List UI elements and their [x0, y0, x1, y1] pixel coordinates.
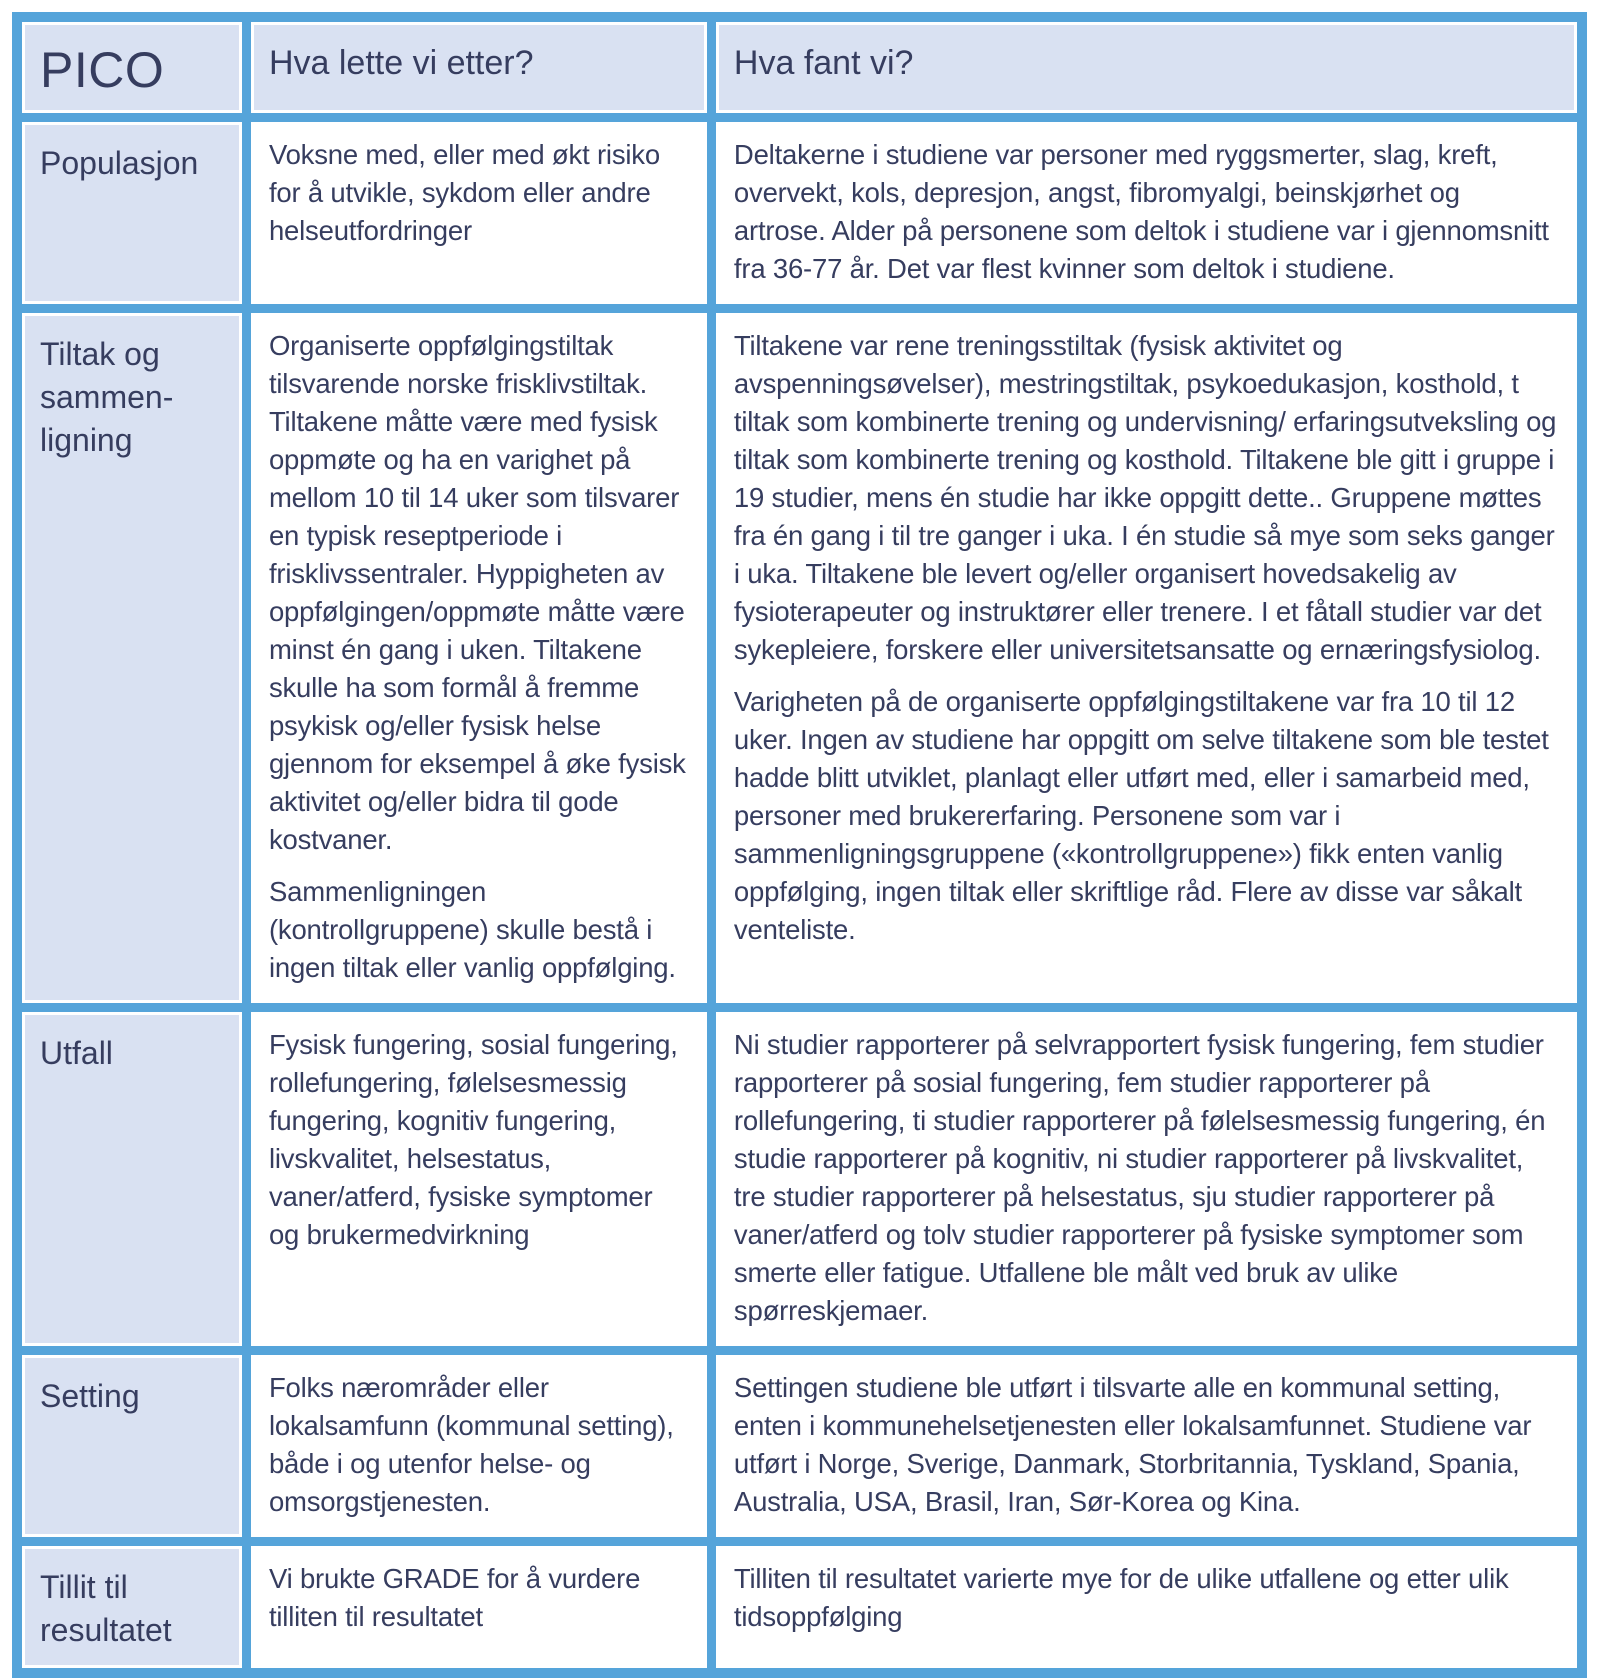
sought-cell-setting: [246, 1350, 711, 1541]
cell-paragraph: Tiltakene var rene treningsstiltak (fysisk aktivitet og avspenningsøvelser), mestringstiltak, psykoedukasjon, kosthold, t tiltak som kombinerte trening og undervisning/ erfaringsutveksling og tiltak som kombinerte trening og kosthold. Tiltakene ble gitt i gruppe i 19 studier, mens én studie har ikke oppgitt dette.. Gruppene møttes fra én gang i til tre ganger i uka. I én studie så mye som seks ganger i uka. Tiltakene ble levert og/eller organisert hovedsakelig av fysioterapeuter og instruktører eller trenere. I et fåtall studier var det sykepleiere, forskere eller universitetsansatte og ernæringsfysiolog.: [733, 329, 1557, 665]
cell-paragraph: Voksne med, eller med økt risiko for å utvikle, sykdom eller andre helseutfordringer: [268, 138, 660, 246]
header-row: [17, 17, 1582, 117]
column-header-sought: Hva lette vi etter?: [268, 44, 534, 82]
row-label: Populasjon: [40, 144, 199, 181]
row-tiltak-og-sammenligning: [17, 308, 1582, 1007]
label-cell-tillit: [17, 1541, 246, 1673]
cell-paragraph: Tilliten til resultatet varierte mye for de ulike utfallene og etter ulik tidsoppfølging: [733, 1562, 1509, 1632]
header-cell-sought: [246, 17, 711, 117]
row-tillit-til-resultatet: [17, 1541, 1582, 1673]
sought-cell-tillit: [246, 1541, 711, 1673]
label-cell-tiltak: [17, 308, 246, 1007]
found-cell-tiltak: [711, 308, 1582, 1007]
label-cell-populasjon: [17, 117, 246, 308]
label-cell-setting: [17, 1350, 246, 1541]
found-cell-populasjon: [711, 117, 1582, 308]
cell-paragraph: Settingen studiene ble utført i tilsvarte alle en kommunal setting, enten i kommunehelsetjenesten eller lokalsamfunnet. Studiene var utført i Norge, Sverige, Danmark, Storbritannia, Tyskland, Spania, Australia, USA, Brasil, Iran, Sør-Korea og Kina.: [733, 1371, 1532, 1517]
label-cell-utfall: [17, 1007, 246, 1350]
cell-paragraph: Varigheten på de organiserte oppfølgingstiltakene var fra 10 til 12 uker. Ingen av studiene har oppgitt om selve tiltakene som ble testet hadde blitt utviklet, planlagt eller utført med, eller i samarbeid med, personer med brukererfaring. Personene som var i sammenligningsgruppene («kontrollgruppene») fikk enten vanlig oppfølging, ingen tiltak eller skriftlige råd. Flere av disse var såkalt venteliste.: [733, 685, 1549, 945]
row-populasjon: [17, 117, 1582, 308]
row-setting: [17, 1350, 1582, 1541]
row-label: Utfall: [40, 1034, 113, 1071]
cell-paragraph: Deltakerne i studiene var personer med ryggsmerter, slag, kreft, overvekt, kols, depresjon, angst, fibromyalgi, beinskjørhet og artrose. Alder på personene som deltok i studiene var i gjennomsnitt fra 36-77 år. Det var flest kvinner som deltok i studiene.: [733, 138, 1549, 284]
row-label: Tillit til resultatet: [40, 1568, 172, 1648]
found-cell-utfall: [711, 1007, 1582, 1350]
header-cell-found: [711, 17, 1582, 117]
sought-cell-populasjon: [246, 117, 711, 308]
sought-cell-tiltak: [246, 308, 711, 1007]
cell-paragraph: Organiserte oppfølgingstiltak tilsvarende norske frisklivstiltak. Tiltakene måtte være med fysisk oppmøte og ha en varighet på mellom 10 til 14 uker som tilsvarer en typisk reseptperiode i frisklivssentraler. Hyppigheten av oppfølgingen/oppmøte måtte være minst én gang i uken. Tiltakene skulle ha som formål å fremme psykisk og/eller fysisk helse gjennom for eksempel å øke fysisk aktivitet og/eller bidra til gode kostvaner.: [268, 329, 686, 855]
pico-table: [12, 12, 1587, 1678]
sought-cell-utfall: [246, 1007, 711, 1350]
cell-paragraph: Fysisk fungering, sosial fungering, rollefungering, følelsesmessig fungering, kognitiv fungering, livskvalitet, helsestatus, vaner/atferd, fysiske symptomer og brukermedvirkning: [268, 1028, 678, 1250]
header-cell-pico: [17, 17, 246, 117]
cell-paragraph: Sammenligningen (kontrollgruppene) skulle bestå i ingen tiltak eller vanlig oppfølging.: [268, 875, 676, 983]
table-title: PICO: [40, 42, 165, 98]
row-label: Setting: [40, 1377, 140, 1414]
row-label: Tiltak og sammen-ligning: [40, 335, 174, 458]
found-cell-setting: [711, 1350, 1582, 1541]
cell-paragraph: Ni studier rapporterer på selvrapportert fysisk fungering, fem studier rapporterer på sosial fungering, fem studier rapporterer på rollefungering, ti studier rapporterer på følelsesmessig fungering, én studie rapporterer på kognitiv, ni studier rapporterer på livskvalitet, tre studier rapporterer på helsestatus, sju studier rapporterer på vaner/atferd og tolv studier rapporterer på fysiske symptomer som smerte eller fatigue. Utfallene ble målt ved bruk av ulike spørreskjemaer.: [733, 1028, 1546, 1326]
column-header-found: Hva fant vi?: [733, 44, 914, 82]
cell-paragraph: Folks nærområder eller lokalsamfunn (kommunal setting), både i og utenfor helse- og omsorgstjenesten.: [268, 1371, 674, 1517]
cell-paragraph: Vi brukte GRADE for å vurdere tilliten til resultatet: [268, 1562, 641, 1632]
row-utfall: [17, 1007, 1582, 1350]
found-cell-tillit: [711, 1541, 1582, 1673]
